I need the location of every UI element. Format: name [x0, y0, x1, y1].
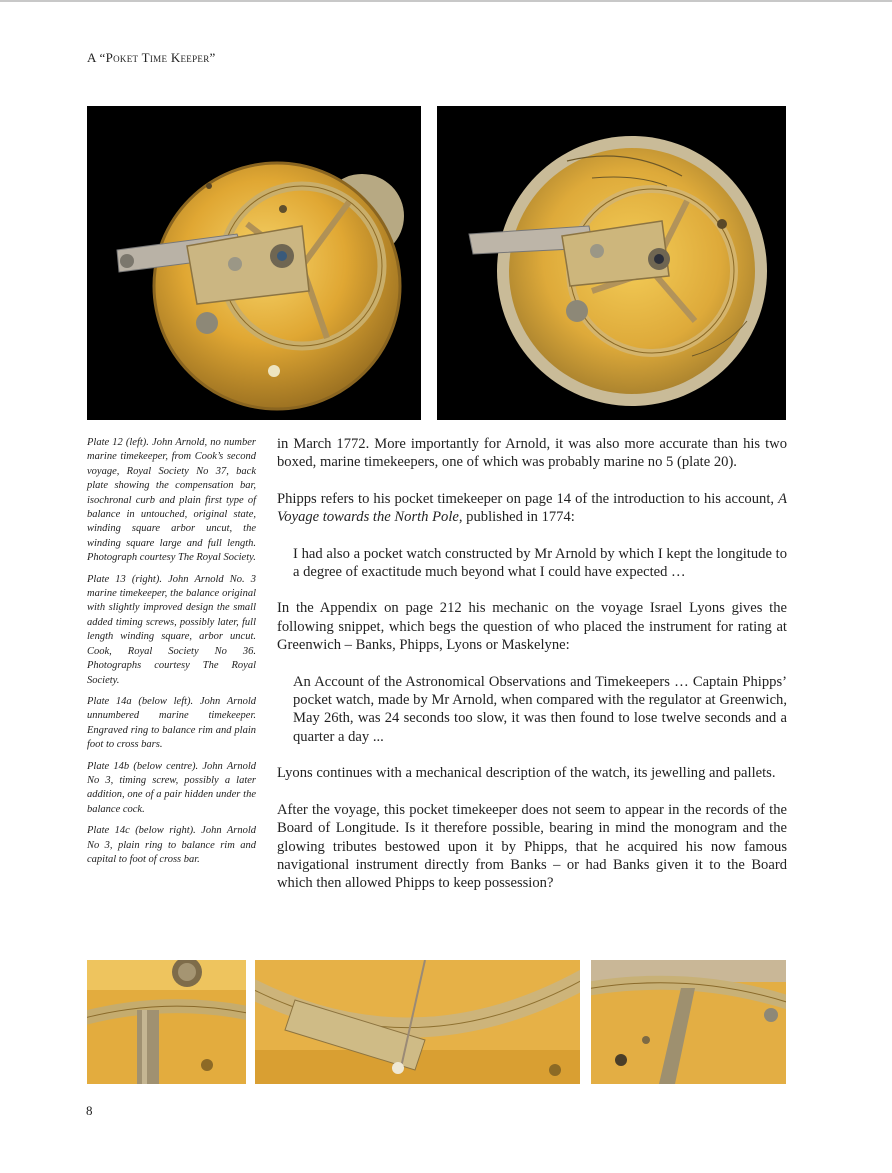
plate-14c-photo	[591, 960, 786, 1084]
paragraph-5: After the voyage, this pocket timekeeper does not seem to appear in the records of the Board of Longitude. Is it therefore possible, bearing in mind the monogram and the glowing tributes bestowed upon it by Phipps, that he acquired his now famous navigational instrument directly from Banks – or had Banks given it to the Board which then allowed Phipps to keep possession?	[277, 801, 787, 892]
paragraph-2-start: Phipps refers to his pocket timekeeper on page 14 of the introduction to his account,	[277, 490, 779, 507]
caption-plate-14c: Plate 14c (below right). John Arnold No 3, plain ring to balance rim and capital to foot of cross bar.	[87, 825, 256, 865]
plate-13-photo	[437, 106, 786, 420]
paragraph-2	[277, 490, 787, 527]
quote-lyons: An Account of the Astronomical Observations and Timekeepers … Captain Phipps’ pocket watch, made by Mr Arnold, when compared with the regulator at Greenwich, May 26th, was 24 seconds too slow, it was then found to lose twelve seconds and a quarter a day ...	[293, 673, 787, 745]
running-head: A “Poket Time Keeper”	[87, 50, 216, 65]
body-text	[277, 435, 787, 911]
caption-plate-14a: Plate 14a (below left). John Arnold unnumbered marine timekeeper. Engraved ring to balance rim and plain foot to cross bars.	[87, 695, 256, 751]
paragraph-3: In the Appendix on page 212 his mechanic on the voyage Israel Lyons gives the following snippet, which begs the question of who placed the instrument for rating at Greenwich – Banks, Phipps, Lyons or Maskelyne:	[277, 600, 787, 654]
page-number: 8	[86, 1103, 93, 1118]
top-rule	[0, 0, 892, 2]
plate-14a-photo	[87, 960, 246, 1084]
paragraph-2-end: , published in 1774:	[458, 509, 575, 526]
book-title: A Voyage towards the North Pole	[277, 490, 787, 526]
quote-phipps: I had also a pocket watch constructed by Mr Arnold by which I kept the longitude to a degree of exactitude much beyond what I could have expected …	[293, 545, 787, 581]
caption-plate-13: Plate 13 (right). John Arnold No. 3 marine timekeeper, the balance original with slightly improved design the small added timing screws, possibly later, full length winding square, arbor uncut. Cook, Royal Society No 36. Photographs courtesy The Royal Society.	[87, 573, 256, 686]
caption-plate-12: Plate 12 (left). John Arnold, no number marine timekeeper, from Cook’s second voyage, Royal Society No 37, back plate showing the compensation bar, isochronal curb and plain first type of balance in untouched, original state, winding square arbor uncut, the winding square large and full length. Photograph courtesy The Royal Society.	[87, 437, 256, 564]
paragraph-4: Lyons continues with a mechanical description of the watch, its jewelling and pallets.	[277, 765, 776, 782]
paragraph-1: in March 1772. More importantly for Arnold, it was also more accurate than his two boxed, marine timekeepers, one of which was probably marine no 5 (plate 20).	[277, 436, 787, 471]
plate-14b-photo	[255, 960, 580, 1084]
plate-captions	[87, 436, 256, 874]
caption-plate-14b: Plate 14b (below centre). John Arnold No 3, timing screw, possibly a later addition, one of a pair hidden under the balance cock.	[87, 760, 256, 815]
plate-12-photo	[87, 106, 421, 420]
